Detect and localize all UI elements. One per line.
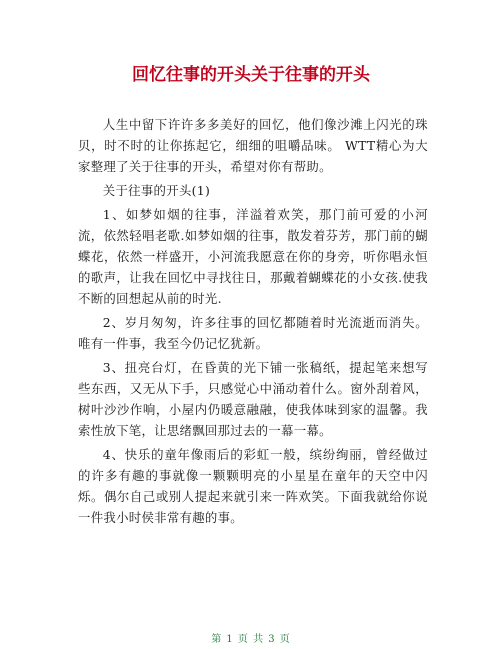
- document-title: 回忆往事的开头关于往事的开头: [132, 65, 370, 85]
- paragraph-4: 4、快乐的童年像雨后的彩虹一般，缤纷绚丽，曾经做过的许多有趣的事就像一颗颗明亮的小星星在童年的天空中闪烁。偶尔自己或别人提起来就引来一阵欢笑。下面我就给你说一件我小时侯非常有趣的事。: [78, 447, 428, 525]
- section-heading: 关于往事的开头(1): [102, 183, 211, 198]
- paragraph-1: 1、如梦如烟的往事，洋溢着欢笑，那门前可爱的小河流，依然轻唱老歌.如梦如烟的往事，散发着芬芳，那门前的蝴蝶花，依然一样盛开，小河流我愿意在你的身旁，听你唱永恒的歌声，让我在回忆中寻找往日，那戴着蝴蝶花的小女孩.使我不断的回想起从前的时光.: [78, 207, 428, 306]
- paragraph-2: 2、岁月匆匆，许多往事的回忆都随着时光流逝而消失。唯有一件事，我至今仍记忆犹新。: [78, 315, 428, 351]
- page-footer: 第 1 页 共 3 页: [211, 634, 291, 645]
- paragraph-3: 3、扭亮台灯，在昏黄的光下铺一张稿纸，提起笔来想写些东西，又无从下手，只感觉心中涌动着什么。窗外刮着风，树叶沙沙作响，小屋内仍暖意融融，使我体味到家的温馨。我索性放下笔，让思绪飘回那过去的一幕一幕。: [78, 360, 428, 438]
- document-body: [78, 114, 428, 531]
- intro-paragraph: 人生中留下许许多多美好的回忆，他们像沙滩上闪光的珠贝，时不时的让你拣起它，细细的咀嚼品味。 WTT精心为大家整理了关于往事的开头，希望对你有帮助。: [78, 117, 428, 174]
